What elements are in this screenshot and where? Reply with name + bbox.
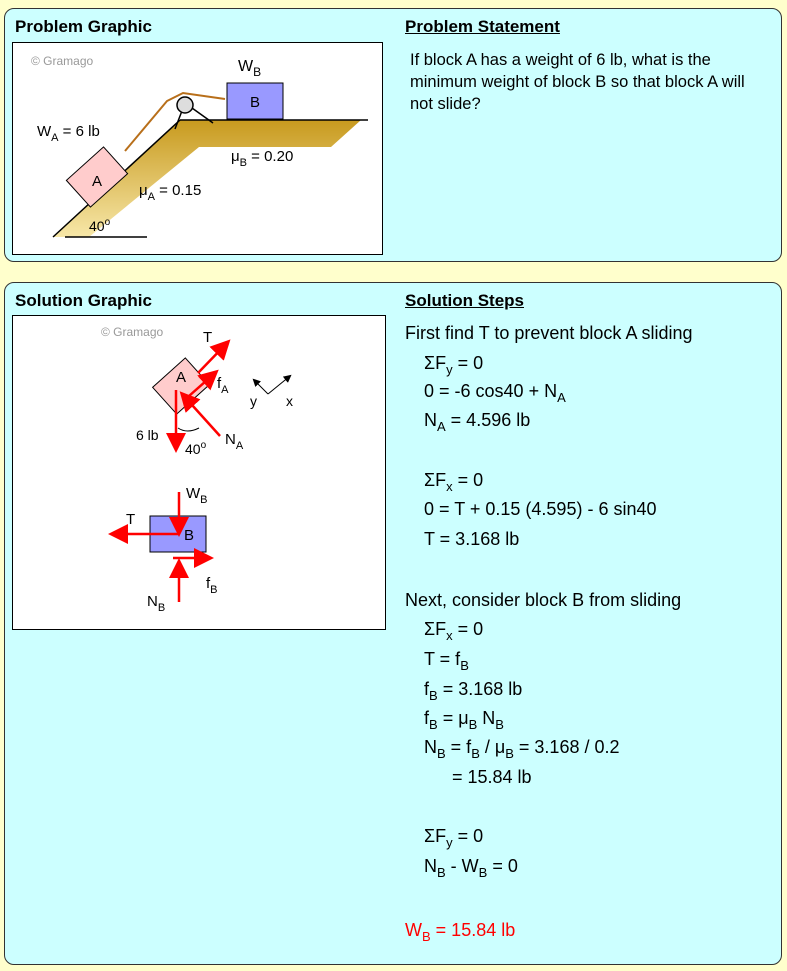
- step-4: $N_A = 4.596$ lb: [424, 410, 531, 434]
- step-5: $\Sigma F_x = 0$: [424, 470, 484, 494]
- fbd-block-a-label: A: [175, 369, 187, 386]
- wb-label: $W_B$: [238, 58, 262, 79]
- fbd-wb-label: $W_B$: [186, 485, 208, 506]
- x-axis-label: x: [286, 393, 293, 409]
- step-8: Next, consider block B from sliding: [405, 590, 682, 610]
- step-12: $f_B = \mu_B$ $N_B$: [424, 708, 504, 732]
- mua-label: $\mu_A = 0.15$: [139, 182, 202, 203]
- mub-label: $\mu_B = 0.20$: [231, 148, 294, 169]
- wa-label: $W_A = 6$ lb: [37, 123, 100, 144]
- step-6: 0 = T + 0.15 (4.595) - 6 sin40: [424, 499, 657, 519]
- final-answer: $W_B = 15.84$ lb: [405, 920, 516, 944]
- nb-label: $N_B$: [147, 593, 166, 614]
- step-15: $\Sigma F_y = 0$: [424, 826, 484, 850]
- y-axis-label: y: [250, 393, 257, 409]
- weight-a-label: 6 lb: [136, 427, 159, 443]
- watermark: © Gramago: [31, 54, 94, 68]
- problem-graphic-title: Problem Graphic: [15, 17, 152, 36]
- problem-graphic: [12, 42, 383, 255]
- step-14: = 15.84 lb: [452, 767, 532, 787]
- angle-label: 40$^o$: [89, 217, 111, 234]
- step-9: $\Sigma F_x = 0$: [424, 619, 484, 643]
- watermark: © Gramago: [101, 325, 164, 339]
- na-label: $N_A$: [225, 431, 244, 452]
- angle-arc: [178, 428, 199, 431]
- step-11: $f_B = 3.168$ lb: [424, 679, 523, 703]
- problem-statement-title: Problem Statement: [405, 17, 560, 36]
- solution-figure: [13, 316, 387, 631]
- solution-panel: [4, 282, 782, 965]
- t-label-a: T: [203, 329, 213, 346]
- step-10: $T = f_B$: [424, 649, 469, 673]
- problem-panel: [4, 8, 782, 262]
- fbd-angle-label: 40$^o$: [185, 440, 207, 457]
- step-16: $N_B - W_B = 0$: [424, 856, 518, 880]
- na-arrow: [183, 395, 220, 436]
- fbd-block-b-label: B: [183, 527, 195, 544]
- step-1: First find T to prevent block A sliding: [405, 323, 693, 343]
- t-label-b: T: [126, 511, 136, 528]
- block-a-label: A: [91, 173, 103, 190]
- pulley: [177, 97, 193, 113]
- problem-figure: [13, 43, 384, 256]
- solution-graphic-title: Solution Graphic: [15, 291, 152, 310]
- step-2: $\Sigma F_y = 0$: [424, 353, 484, 377]
- fb-label: $f_B$: [206, 575, 218, 596]
- solution-steps-title: Solution Steps: [405, 291, 524, 310]
- step-13: $N_B = f_B / \mu_B = 3.168 / 0.2$: [424, 737, 620, 761]
- step-3: 0 = -6 $\cos 40 + N_A$: [424, 381, 566, 405]
- step-7: T = 3.168 lb: [424, 529, 520, 549]
- t-arrow-a: [198, 343, 227, 373]
- solution-graphic: [12, 315, 386, 630]
- x-axis: [268, 376, 290, 394]
- block-b-label: B: [249, 94, 261, 111]
- fa-label: $f_A$: [217, 375, 229, 396]
- problem-statement-text: If block A has a weight of 6 lb, what is the minimum weight of block B so that block A will not slide?: [410, 51, 745, 113]
- y-axis: [254, 380, 268, 394]
